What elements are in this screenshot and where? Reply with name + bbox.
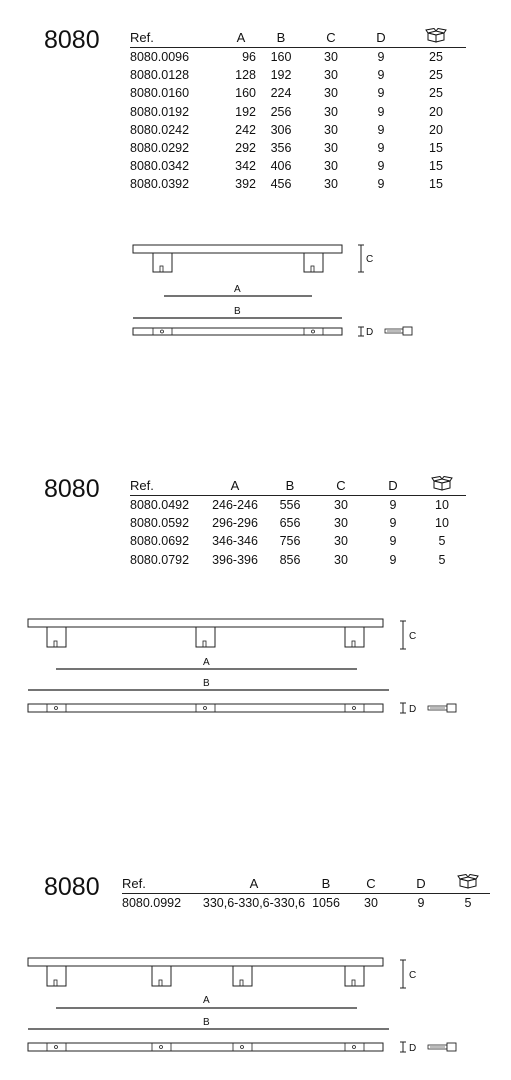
handle-leg bbox=[47, 627, 66, 647]
header-ref: Ref. bbox=[130, 476, 204, 496]
dimension-label-d: D bbox=[366, 327, 374, 338]
table-row: 8080.0392 392 456 30 9 15 bbox=[130, 177, 443, 192]
screw-icon bbox=[428, 1043, 456, 1051]
header-qty bbox=[446, 874, 490, 894]
table-row: 8080.0992 330,6-330,6-330,6 1056 30 9 5 bbox=[122, 896, 472, 911]
handle-leg bbox=[47, 966, 66, 986]
table-row: 8080.0192 192 256 30 9 20 bbox=[130, 104, 443, 119]
spec-table bbox=[130, 28, 466, 194]
handle-leg bbox=[196, 627, 215, 647]
screw-icon bbox=[428, 704, 456, 712]
header-c: C bbox=[306, 28, 356, 48]
header-a: A bbox=[202, 874, 306, 894]
header-b: B bbox=[306, 874, 346, 894]
header-b: B bbox=[266, 476, 314, 496]
dimension-label-c: C bbox=[366, 254, 374, 265]
handle-leg bbox=[345, 627, 364, 647]
handle-leg bbox=[304, 253, 323, 272]
handle-bar-side bbox=[28, 619, 383, 627]
table-row: 8080.0492 246-246 556 30 9 10 bbox=[130, 498, 449, 513]
header-d: D bbox=[368, 476, 418, 496]
handle-technical-drawing bbox=[0, 612, 511, 722]
handle-bar-top bbox=[28, 1043, 383, 1051]
header-d: D bbox=[396, 874, 446, 894]
package-box-icon bbox=[431, 476, 453, 491]
spec-table bbox=[122, 874, 490, 912]
dimension-label-a: A bbox=[234, 284, 241, 295]
dimension-label-b: B bbox=[203, 1017, 210, 1028]
header-a: A bbox=[204, 476, 266, 496]
header-qty bbox=[418, 476, 466, 496]
handle-leg bbox=[345, 966, 364, 986]
spec-table bbox=[130, 476, 466, 569]
package-box-icon bbox=[457, 874, 479, 889]
table-row: 8080.0096 96 160 30 9 25 bbox=[130, 50, 443, 65]
dimension-label-a: A bbox=[203, 657, 210, 668]
header-qty bbox=[406, 28, 466, 48]
handle-bar-top bbox=[133, 328, 342, 335]
table-row: 8080.0342 342 406 30 9 15 bbox=[130, 159, 443, 174]
handle-bar-side bbox=[133, 245, 342, 253]
table-row: 8080.0242 242 306 30 9 20 bbox=[130, 122, 443, 137]
handle-bar-side bbox=[28, 958, 383, 966]
table-row: 8080.0692 346-346 756 30 9 5 bbox=[130, 534, 446, 549]
product-title: 8080 bbox=[44, 873, 100, 901]
product-title: 8080 bbox=[44, 26, 100, 54]
table-row: 8080.0592 296-296 656 30 9 10 bbox=[130, 516, 449, 531]
handle-leg bbox=[152, 966, 171, 986]
table-header-row bbox=[122, 874, 490, 894]
dimension-label-d: D bbox=[409, 1043, 417, 1054]
dimension-label-a: A bbox=[203, 995, 210, 1006]
handle-bar-top bbox=[28, 704, 383, 712]
dimension-label-d: D bbox=[409, 704, 417, 715]
header-ref: Ref. bbox=[130, 28, 214, 48]
header-c: C bbox=[346, 874, 396, 894]
handle-technical-drawing bbox=[0, 951, 511, 1061]
header-c: C bbox=[314, 476, 368, 496]
handle-technical-drawing bbox=[0, 236, 511, 346]
handle-leg bbox=[233, 966, 252, 986]
table-row: 8080.0292 292 356 30 9 15 bbox=[130, 141, 443, 156]
header-b: B bbox=[256, 28, 306, 48]
table-row: 8080.0792 396-396 856 30 9 5 bbox=[130, 552, 446, 567]
dimension-label-b: B bbox=[234, 306, 241, 317]
dimension-label-c: C bbox=[409, 970, 417, 981]
header-ref: Ref. bbox=[122, 874, 202, 894]
header-a: A bbox=[214, 28, 256, 48]
dimension-label-b: B bbox=[203, 678, 210, 689]
table-row: 8080.0160 160 224 30 9 25 bbox=[130, 86, 443, 101]
table-header-row bbox=[130, 476, 466, 496]
dimension-label-c: C bbox=[409, 631, 417, 642]
product-title: 8080 bbox=[44, 475, 100, 503]
package-box-icon bbox=[425, 28, 447, 43]
table-header-row bbox=[130, 28, 466, 48]
screw-icon bbox=[385, 327, 412, 335]
handle-leg bbox=[153, 253, 172, 272]
table-row: 8080.0128 128 192 30 9 25 bbox=[130, 68, 443, 83]
header-d: D bbox=[356, 28, 406, 48]
